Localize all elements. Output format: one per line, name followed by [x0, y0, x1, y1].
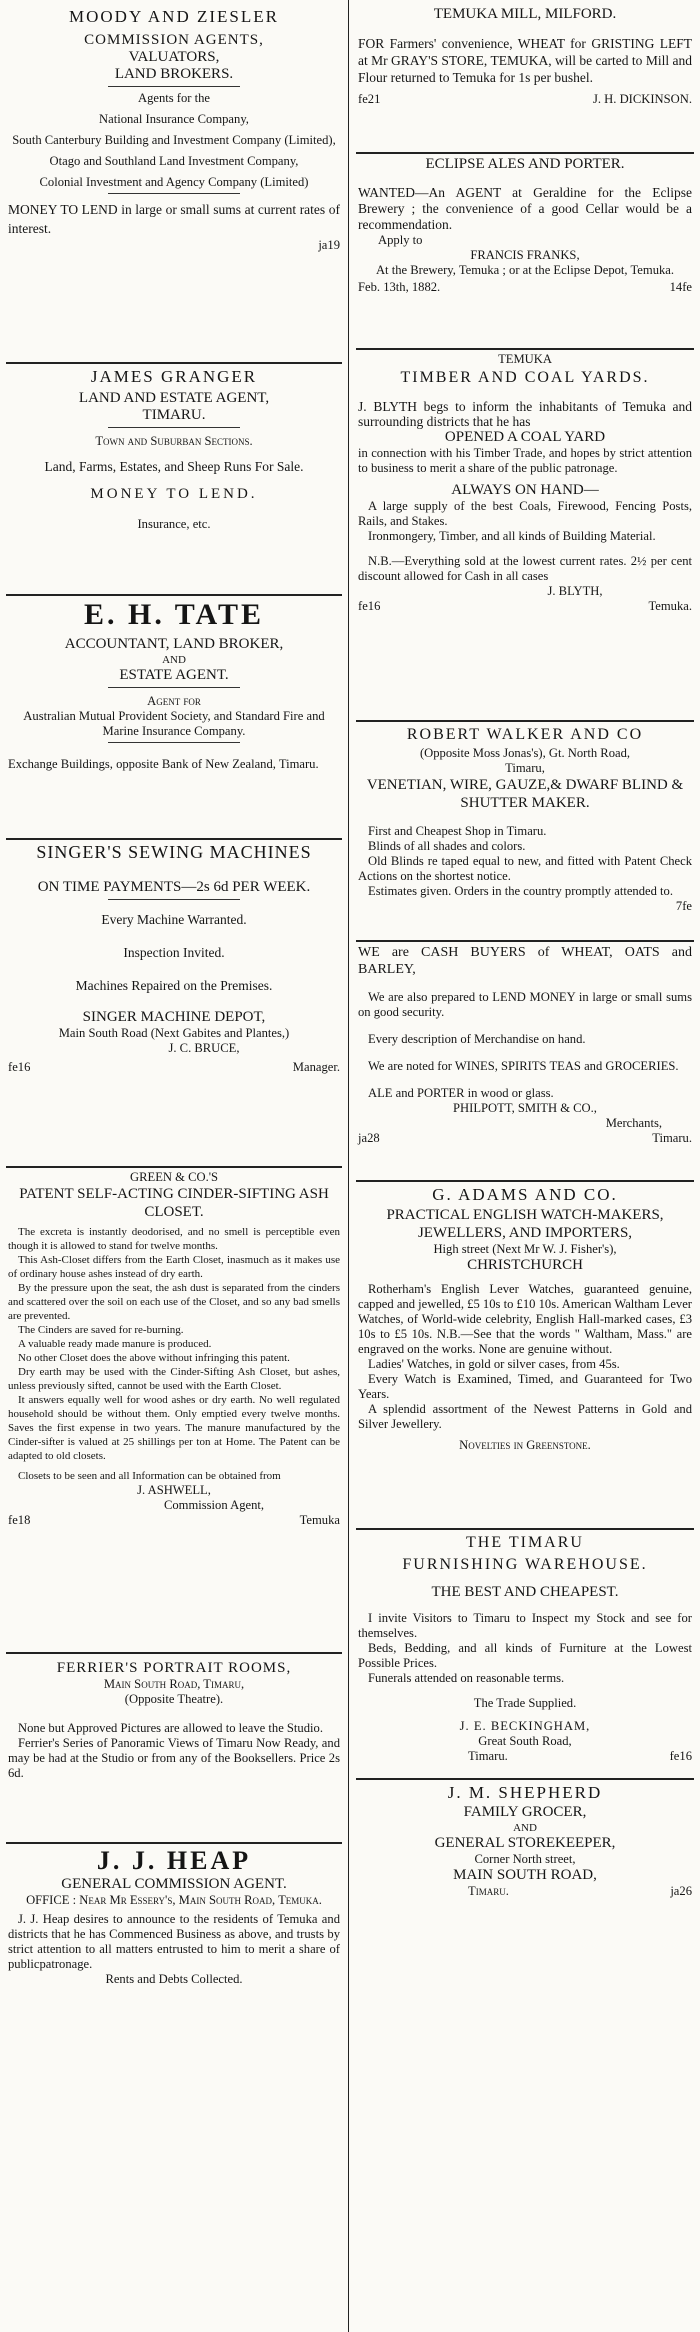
ad-ferrier — [6, 1654, 342, 1844]
ad-line: Novelties in Greenstone. — [459, 1438, 591, 1452]
ad-line: Inspection Invited. — [123, 945, 225, 960]
ad-body: I invite Visitors to Timaru to Inspect my Stock and see for themselves. — [358, 1611, 692, 1640]
ad-line: FAMILY GROCER, — [463, 1804, 587, 1820]
ad-line: Agents for the — [137, 91, 211, 105]
ad-body: Ladies' Watches, in gold or silver cases, from 45s. — [368, 1357, 620, 1371]
ad-body: Estimates given. Orders in the country promptly attended to. — [368, 884, 673, 898]
ad-body: By the pressure upon the seat, the ash dust is separated from the cinders and scattered over the soil on each use of the Closet, and so any bad smells are prevented. — [8, 1282, 340, 1322]
ad-body: Rotherham's English Lever Watches, guaranteed genuine, capped and jewelled, £5 10s to £10 10s. American Waltham Lever Watches, of World-wide celebrity, English Hall-marked cases, £3 10s to £5 10s. N.B.—See that the words " Waltham, Mass." are engraved on the works. None are genuine without. — [358, 1282, 692, 1356]
ad-body: Every description of Merchandise on hand. — [368, 1032, 586, 1046]
ad-footer — [358, 599, 692, 614]
ad-title: SINGER'S SEWING MACHINES — [36, 842, 312, 862]
ad-moody-ziesler — [6, 4, 342, 364]
ad-line: Every Machine Warranted. — [101, 912, 247, 927]
ad-line: CHRISTCHURCH — [467, 1257, 583, 1273]
ad-line: GENERAL STOREKEEPER, — [434, 1835, 616, 1851]
ad-line: Colonial Investment and Agency Company (Limited) — [39, 175, 309, 189]
ad-body: First and Cheapest Shop in Timaru. — [368, 824, 547, 838]
ad-title: J. J. HEAP — [96, 1846, 252, 1875]
ad-body: Beds, Bedding, and all kinds of Furniture at the Lowest Possible Prices. — [358, 1641, 692, 1670]
ad-body: FOR Farmers' convenience, WHEAT for GRISTING LEFT at Mr GRAY'S STORE, TEMUKA, will be carted to Mill and Flour returned to Temuka for 1s per bushel. — [358, 36, 692, 85]
ad-title: TIMBER AND COAL YARDS. — [400, 369, 650, 386]
ad-line: Manager. — [292, 1060, 340, 1074]
ad-line: OFFICE : Near Mr Essery's, Main South Road, Temuka. — [26, 1893, 322, 1907]
ad-line: Temuka — [299, 1513, 340, 1527]
ad-line: THE BEST AND CHEAPEST. — [431, 1584, 619, 1600]
ad-line: LAND BROKERS. — [114, 66, 234, 82]
divider — [108, 899, 241, 900]
ad-line: High street (Next Mr W. J. Fisher's), — [433, 1242, 617, 1256]
ad-blyth — [356, 350, 694, 722]
ad-title: E. H. TATE — [83, 598, 265, 631]
ad-line: FRANCIS FRANKS, — [470, 248, 580, 262]
ad-line: Town and Suburban Sections. — [95, 434, 253, 448]
divider — [108, 427, 241, 428]
ad-line: J. BLYTH, — [547, 584, 603, 598]
ad-code: fe16 — [358, 599, 381, 613]
ad-body: Old Blinds re taped equal to new, and fitted with Patent Check Actions on the shortest notice. — [358, 854, 692, 883]
ad-body: MONEY TO LEND in large or small sums at current rates of interest. — [8, 202, 340, 236]
ad-robert-walker — [356, 722, 694, 942]
ad-title: FURNISHING WAREHOUSE. — [402, 1556, 648, 1573]
ad-body: Ferrier's Series of Panoramic Views of Timaru Now Ready, and may be had at the Studio or from any of the Booksellers. Price 2s 6d. — [8, 1736, 340, 1780]
ad-title: ROBERT WALKER AND CO — [406, 726, 644, 743]
ad-title: JAMES GRANGER — [90, 367, 258, 386]
ad-line: OPENED A COAL YARD — [444, 429, 606, 445]
ad-body: A large supply of the best Coals, Firewood, Fencing Posts, Rails, and Stakes. — [358, 499, 692, 528]
ad-line: (Opposite Theatre). — [124, 1692, 224, 1706]
ad-james-granger — [6, 364, 342, 596]
ad-body: We are noted for WINES, SPIRITS TEAS and GROCERIES. — [368, 1059, 679, 1073]
divider — [108, 193, 241, 194]
ad-line: Main South Road (Next Gabites and Plantes,) — [58, 1026, 290, 1040]
ad-jj-heap — [6, 1844, 342, 2044]
ad-line: Temuka. — [648, 599, 692, 613]
ad-body: J. BLYTH begs to inform the inhabitants of Temuka and surrounding districts that he has — [358, 399, 692, 429]
ad-line: Timaru. — [652, 1131, 692, 1145]
ad-line: J. H. DICKINSON. — [592, 92, 692, 106]
ad-line: LAND AND ESTATE AGENT, — [78, 390, 270, 406]
ad-body: The excreta is instantly deodorised, and no smell is perceptible even though it is allowed to stand for twelve months. — [8, 1226, 340, 1252]
ad-line: Main South Road, Timaru, — [103, 1677, 245, 1691]
ad-line: VALUATORS, — [128, 49, 220, 65]
ad-title: PATENT SELF-ACTING CINDER-SIFTING ASH CLOSET. — [19, 1186, 329, 1220]
ad-line: ON TIME PAYMENTS—2s 6d PER WEEK. — [37, 879, 311, 895]
ad-line: PRACTICAL ENGLISH WATCH-MAKERS, JEWELLERS, AND IMPORTERS, — [386, 1207, 664, 1241]
ad-code: ja19 — [318, 238, 340, 252]
ad-line: The Trade Supplied. — [473, 1696, 577, 1710]
ad-shepherd — [356, 1780, 694, 1930]
ad-code: fe18 — [8, 1513, 31, 1527]
ad-line: Timaru. — [468, 1749, 508, 1763]
ad-eh-tate — [6, 596, 342, 840]
ad-line: ALWAYS ON HAND— — [451, 482, 599, 498]
ad-footer — [8, 1513, 340, 1528]
ad-line: Timaru. — [468, 1884, 509, 1898]
ad-timaru-furnishing — [356, 1530, 694, 1780]
ad-line: SINGER MACHINE DEPOT, — [82, 1009, 266, 1025]
ad-code: 7fe — [675, 899, 692, 913]
ad-body: The Cinders are saved for re-burning. — [18, 1324, 184, 1336]
ad-line: Merchants, — [605, 1116, 662, 1130]
ad-line: GREEN & CO.'S — [130, 1170, 218, 1184]
ad-body: Ironmongery, Timber, and all kinds of Building Material. — [368, 529, 656, 543]
ad-title: THE TIMARU — [466, 1534, 584, 1551]
ad-footer — [358, 1749, 692, 1764]
ad-code: 14fe — [669, 280, 692, 294]
ad-title: G. ADAMS AND CO. — [432, 1185, 618, 1204]
ad-body: J. J. Heap desires to announce to the residents of Temuka and districts that he has Commenced Business as above, and trusts by strict attention to all matters entrusted to him to merit a share of publicpatronage. — [8, 1912, 340, 1971]
ad-singer — [6, 840, 342, 1168]
ad-body: A valuable ready made manure is produced. — [18, 1338, 212, 1350]
ad-line: Great South Road, — [478, 1734, 572, 1748]
ad-body: A splendid assortment of the Newest Patterns in Gold and Silver Jewellery. — [358, 1402, 692, 1431]
ad-line: TEMUKA — [498, 352, 552, 366]
ad-line: ESTATE AGENT. — [119, 667, 229, 683]
ad-line: Timaru, — [505, 761, 545, 775]
ad-line: J. ASHWELL, — [137, 1483, 211, 1497]
ad-line: AND — [513, 1822, 537, 1834]
ad-line: Insurance, etc. — [137, 517, 211, 531]
ad-body: N.B.—Everything sold at the lowest current rates. 2½ per cent discount allowed for Cash in all cases — [358, 554, 692, 583]
ad-body: WANTED—An AGENT at Geraldine for the Eclipse Brewery ; the convenience of a good Cellar would be a recommendation. — [358, 185, 692, 232]
column-divider — [348, 0, 349, 2332]
ad-body: Blinds of all shades and colors. — [368, 839, 526, 853]
ad-body: We are also prepared to LEND MONEY in large or small sums on good security. — [358, 990, 692, 1019]
ad-line: Feb. 13th, 1882. — [358, 280, 441, 294]
ad-line: TIMARU. — [142, 407, 206, 423]
divider — [108, 742, 241, 743]
ad-body: This Ash-Closet differs from the Earth Closet, inasmuch as it makes use of ordinary house ashes instead of dry earth. — [8, 1254, 340, 1280]
ad-line: ACCOUNTANT, LAND BROKER, — [64, 636, 284, 652]
ad-line: Rents and Debts Collected. — [105, 1972, 243, 1986]
ad-line: Australian Mutual Provident Society, and Standard Fire and Marine Insurance Company. — [23, 709, 325, 738]
ad-line: Commission Agent, — [163, 1498, 265, 1512]
ad-line: MAIN SOUTH ROAD, — [453, 1867, 597, 1883]
ad-temuka-mill — [356, 4, 694, 154]
left-column — [6, 4, 342, 2044]
ad-green-closet — [6, 1168, 342, 1654]
right-column — [356, 4, 694, 1930]
ad-body: WE are CASH BUYERS of WHEAT, OATS and BARLEY, — [358, 945, 692, 977]
ad-body: Every Watch is Examined, Timed, and Guaranteed for Two Years. — [358, 1372, 692, 1401]
ad-title: ECLIPSE ALES AND PORTER. — [425, 156, 625, 172]
ad-footer — [8, 1060, 340, 1075]
ad-code: ja28 — [358, 1131, 380, 1145]
ad-code: ja26 — [670, 1884, 692, 1898]
ad-footer — [358, 280, 692, 295]
ad-body: ALE and PORTER in wood or glass. — [368, 1086, 554, 1100]
ad-title: MOODY AND ZIESLER — [69, 7, 279, 26]
ad-line: PHILPOTT, SMITH & CO., — [453, 1101, 597, 1115]
ad-footer — [358, 1884, 692, 1899]
ad-philpott-smith — [356, 942, 694, 1182]
ad-line: Land, Farms, Estates, and Sheep Runs For Sale. — [44, 459, 304, 474]
ad-line: J. C. BRUCE, — [168, 1041, 240, 1055]
ad-body: Dry earth may be used with the Cinder-Sifting Ash Closet, but ashes, unless previously sifted, cannot be used with the Earth Closet. — [8, 1366, 340, 1392]
ad-line: Otago and Southland Land Investment Company, — [49, 154, 299, 168]
ad-line: J. E. BECKINGHAM, — [459, 1719, 591, 1733]
ad-g-adams — [356, 1182, 694, 1530]
ad-line: AND — [162, 654, 186, 666]
ad-footer — [358, 92, 692, 107]
ad-eclipse — [356, 154, 694, 350]
divider — [108, 687, 241, 688]
ad-line: GENERAL COMMISSION AGENT. — [61, 1876, 287, 1892]
ad-line: (Opposite Moss Jonas's), Gt. North Road, — [419, 746, 631, 760]
ad-title: FERRIER'S PORTRAIT ROOMS, — [56, 1660, 292, 1676]
ad-title: J. M. SHEPHERD — [447, 1783, 603, 1802]
ad-body: No other Closet does the above without infringing this patent. — [18, 1352, 290, 1364]
ad-body: Funerals attended on reasonable terms. — [368, 1671, 565, 1685]
ad-title: TEMUKA MILL, MILFORD. — [433, 6, 617, 22]
ad-line: COMMISSION AGENTS, — [84, 32, 264, 48]
ad-footer — [358, 1131, 692, 1146]
ad-body: Closets to be seen and all Information can be obtained from — [18, 1470, 281, 1482]
ad-body: It answers equally well for wood ashes or dry earth. No well regulated household should be without them. Only emptied every twelve months. Saves the first expense in two years. The manure manufactured by the Cinder-sifter is valued at 25 shillings per ton at Home. The Patent can be adapted to old closets. — [8, 1394, 340, 1462]
divider — [108, 86, 241, 87]
ad-code: fe16 — [8, 1060, 31, 1074]
ad-code: fe16 — [669, 1749, 692, 1763]
ad-line: South Canterbury Building and Investment Company (Limited), — [12, 133, 336, 147]
ad-line: National Insurance Company, — [99, 112, 249, 126]
ad-code: fe21 — [358, 92, 381, 106]
ad-body: Exchange Buildings, opposite Bank of New Zealand, Timaru. — [8, 757, 319, 771]
ad-line: VENETIAN, WIRE, GAUZE,& DWARF BLIND & SHUTTER MAKER. — [366, 777, 684, 811]
ad-line: Agent for — [147, 694, 201, 708]
ad-line: MONEY TO LEND. — [90, 486, 258, 502]
ad-line: Corner North street, — [474, 1852, 576, 1866]
ad-line: Apply to — [378, 233, 423, 247]
ad-line: At the Brewery, Temuka ; or at the Eclipse Depot, Temuka. — [375, 263, 675, 277]
ad-body: in connection with his Timber Trade, and hopes by strict attention to business to merit a share of the public patronage. — [358, 446, 692, 475]
ad-line: Machines Repaired on the Premises. — [75, 978, 273, 993]
ad-body: None but Approved Pictures are allowed to leave the Studio. — [18, 1721, 323, 1735]
